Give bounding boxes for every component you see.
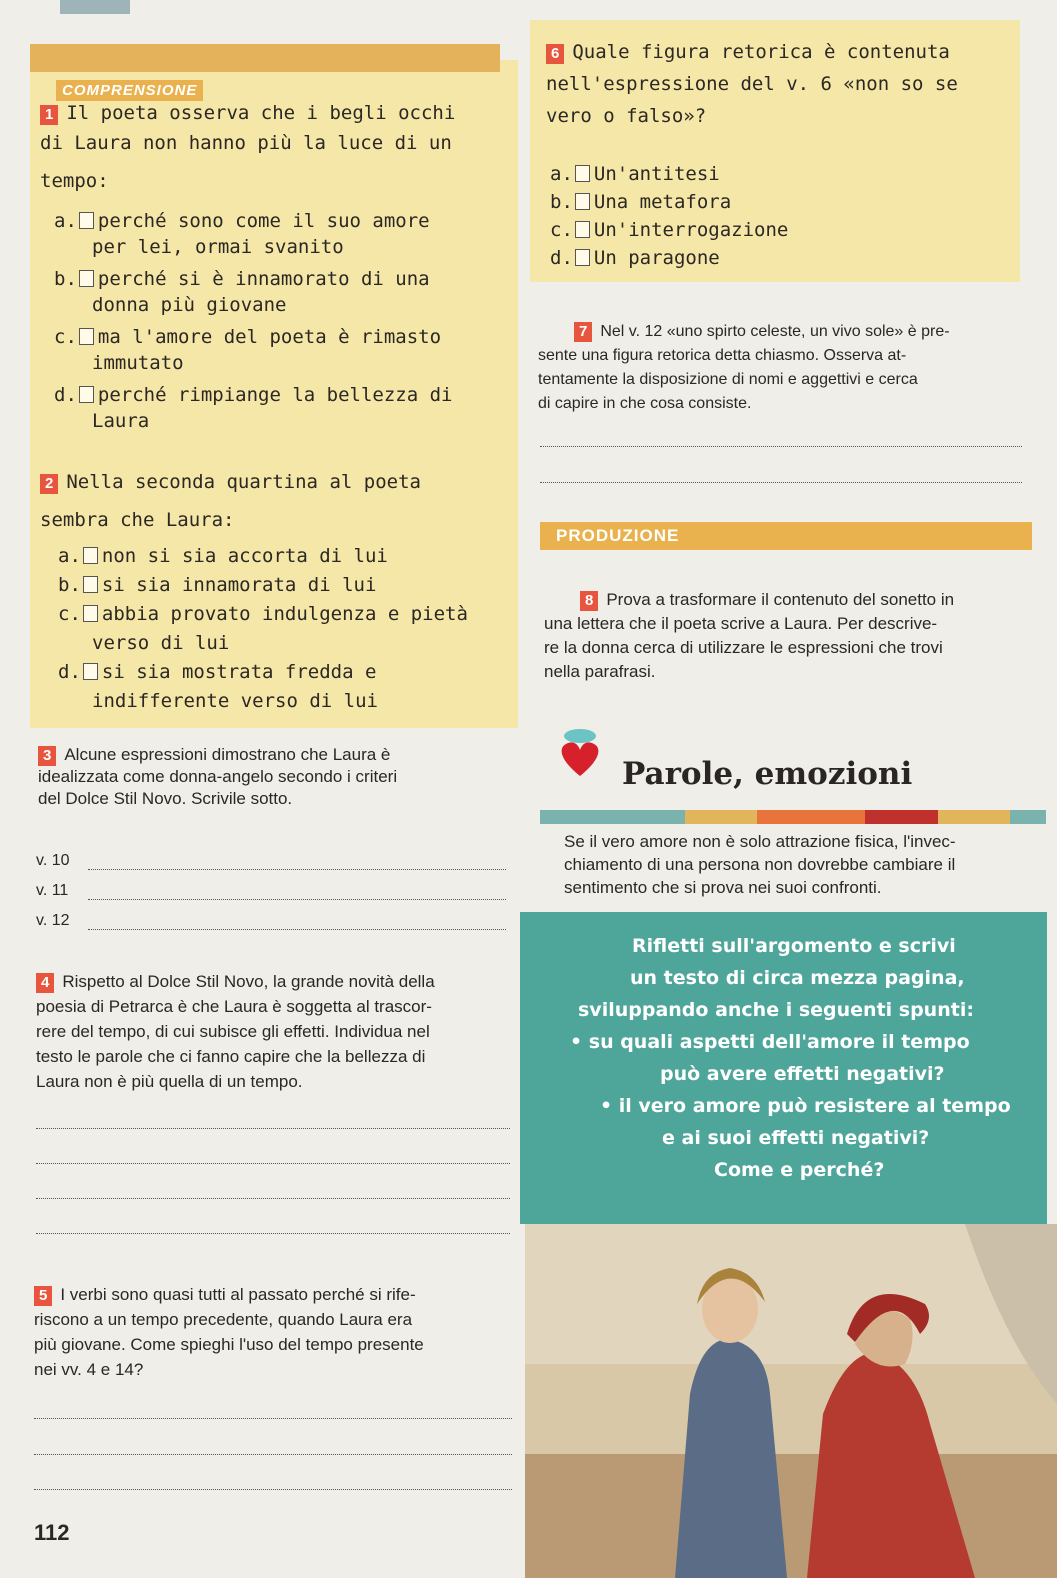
reflection-text — [520, 930, 1047, 1186]
question-text: una lettera che il poeta scrive a Laura. Per descrive- — [544, 614, 938, 633]
question-text: Nella seconda quartina al poeta — [66, 471, 421, 493]
fresco-illustration — [525, 1224, 1057, 1578]
question-number: 8 — [580, 591, 598, 611]
question-number: 7 — [574, 322, 592, 342]
question-text: Alcune espressioni dimostrano che Laura è — [64, 745, 391, 764]
q1-options — [54, 208, 504, 434]
checkbox[interactable] — [83, 547, 98, 564]
option-d[interactable]: d. Un paragone — [550, 247, 720, 269]
question-number: 4 — [36, 973, 54, 993]
question-text: nella parafrasi. — [544, 662, 656, 681]
question-text: Nel v. 12 «uno spirto celeste, un vivo sole» è pre- — [600, 323, 950, 340]
parole-line: chiamento di una persona non dovrebbe cambiare il — [564, 855, 956, 874]
question-1 — [40, 98, 510, 196]
q6-options — [550, 160, 1010, 272]
checkbox[interactable] — [83, 576, 98, 593]
option-b[interactable]: b. perché si è innamorato di una — [54, 268, 430, 290]
heart-icon — [556, 724, 604, 780]
question-5 — [34, 1282, 534, 1382]
option-a[interactable]: a. non si sia accorta di lui — [58, 545, 388, 567]
question-number: 3 — [38, 746, 56, 766]
checkbox[interactable] — [79, 328, 94, 345]
question-text: Rispetto al Dolce Stil Novo, la grande novità della — [62, 972, 435, 991]
question-text: poesia di Petrarca è che Laura è soggetta al trascor- — [36, 997, 432, 1016]
question-number: 1 — [40, 105, 58, 125]
option-text: immutato — [92, 352, 184, 374]
answer-line[interactable] — [88, 869, 506, 870]
parole-line: sentimento che si prova nei suoi confronti. — [564, 878, 882, 897]
checkbox[interactable] — [575, 249, 590, 266]
section-header-comprensione — [30, 44, 500, 72]
question-text: Quale figura retorica è contenuta — [572, 41, 950, 63]
checkbox[interactable] — [575, 193, 590, 210]
verse-label: v. 10 — [36, 852, 70, 869]
question-text: rere del tempo, di cui subisce gli effetti. Individua nel — [36, 1022, 430, 1041]
question-text: più giovane. Come spieghi l'uso del tempo presente — [34, 1335, 424, 1354]
option-b[interactable]: b. si sia innamorata di lui — [58, 574, 377, 596]
option-text: donna più giovane — [92, 294, 287, 316]
question-text: Prova a trasformare il contenuto del sonetto in — [606, 590, 955, 609]
question-text: di capire in che cosa consiste. — [538, 395, 752, 412]
checkbox[interactable] — [575, 165, 590, 182]
answer-line[interactable] — [540, 446, 1022, 447]
option-c[interactable]: c. Un'interrogazione — [550, 219, 789, 241]
answer-line[interactable] — [36, 1128, 510, 1129]
page-number: 112 — [34, 1520, 70, 1545]
question-number: 6 — [546, 44, 564, 64]
checkbox[interactable] — [575, 221, 590, 238]
reflection-line: Rifletti sull'argomento e scrivi — [632, 935, 956, 957]
option-c[interactable]: c. abbia provato indulgenza e pietà — [58, 603, 468, 625]
checkbox[interactable] — [79, 270, 94, 287]
parole-line: Se il vero amore non è solo attrazione fisica, l'invec- — [564, 832, 956, 851]
question-text: nei vv. 4 e 14? — [34, 1360, 144, 1379]
verse-label: v. 11 — [36, 882, 69, 899]
answer-line[interactable] — [36, 1163, 510, 1164]
option-text: indifferente verso di lui — [92, 690, 378, 712]
question-text: re la donna cerca di utilizzare le espressioni che trovi — [544, 638, 943, 657]
option-a[interactable]: a. Un'antitesi — [550, 163, 720, 185]
verse-label: v. 12 — [36, 912, 70, 929]
reflection-line: può avere effetti negativi? — [660, 1063, 945, 1085]
answer-line[interactable] — [36, 1198, 510, 1199]
checkbox[interactable] — [79, 212, 94, 229]
checkbox[interactable] — [83, 663, 98, 680]
question-4 — [36, 969, 526, 1094]
reflection-line: e ai suoi effetti negativi? — [662, 1127, 930, 1149]
question-text: del Dolce Stil Novo. Scrivile sotto. — [38, 789, 293, 808]
question-text: di Laura non hanno più la luce di un — [40, 132, 452, 154]
section-title-produzione: PRODUZIONE — [556, 526, 680, 545]
reflection-line: • il vero amore può resistere al tempo — [600, 1095, 1011, 1117]
question-3 — [38, 744, 518, 810]
question-text: testo le parole che ci fanno capire che la bellezza di — [36, 1047, 426, 1066]
option-b[interactable]: b. Una metafora — [550, 191, 732, 213]
reflection-line: un testo di circa mezza pagina, — [630, 967, 965, 989]
page-tab — [60, 0, 130, 14]
question-text: nell'espressione del v. 6 «non so se — [546, 73, 958, 95]
reflection-line: • su quali aspetti dell'amore il tempo — [570, 1031, 970, 1053]
question-text: sembra che Laura: — [40, 509, 235, 531]
answer-line[interactable] — [88, 899, 506, 900]
option-text: verso di lui — [92, 632, 230, 654]
option-d[interactable]: d. si sia mostrata fredda e — [58, 661, 377, 683]
question-text: riscono a un tempo precedente, quando Laura era — [34, 1310, 413, 1329]
question-text: I verbi sono quasi tutti al passato perché si rife- — [60, 1285, 416, 1304]
checkbox[interactable] — [79, 386, 94, 403]
parole-title: Parole, emozioni — [622, 756, 913, 792]
question-number: 5 — [34, 1286, 52, 1306]
question-text: tempo: — [40, 170, 109, 192]
option-c[interactable]: c. ma l'amore del poeta è rimasto — [54, 326, 442, 348]
section-title-comprensione: COMPRENSIONE — [56, 80, 203, 101]
option-a[interactable]: a. perché sono come il suo amore — [54, 210, 430, 232]
question-text: vero o falso»? — [546, 105, 707, 127]
reflection-line: sviluppando anche i seguenti spunti: — [578, 999, 974, 1021]
answer-line[interactable] — [36, 1233, 510, 1234]
question-text: Il poeta osserva che i begli occhi — [66, 102, 456, 124]
parole-text — [564, 830, 1054, 899]
question-text: Laura non è più quella di un tempo. — [36, 1072, 303, 1091]
question-text: tentamente la disposizione di nomi e aggettivi e cerca — [538, 371, 918, 388]
answer-line[interactable] — [34, 1418, 512, 1419]
answer-line[interactable] — [540, 482, 1022, 483]
question-number: 2 — [40, 474, 58, 494]
option-text: per lei, ormai svanito — [92, 236, 344, 258]
question-7 — [538, 320, 1048, 416]
question-text: idealizzata come donna-angelo secondo i criteri — [38, 767, 398, 786]
q3-verses — [36, 840, 516, 930]
color-stripe — [540, 810, 1046, 824]
checkbox[interactable] — [83, 605, 98, 622]
question-6 — [546, 36, 1016, 132]
question-text: sente una figura retorica detta chiasmo. Osserva at- — [538, 347, 907, 364]
question-8 — [544, 588, 1054, 684]
reflection-line: Come e perché? — [714, 1159, 885, 1181]
option-text: Laura — [92, 410, 150, 432]
option-d[interactable]: d. perché rimpiange la bellezza di — [54, 384, 453, 406]
question-2 — [40, 466, 510, 536]
q2-options — [58, 542, 508, 716]
answer-line[interactable] — [88, 929, 506, 930]
answer-line[interactable] — [34, 1489, 512, 1490]
answer-line[interactable] — [34, 1454, 512, 1455]
